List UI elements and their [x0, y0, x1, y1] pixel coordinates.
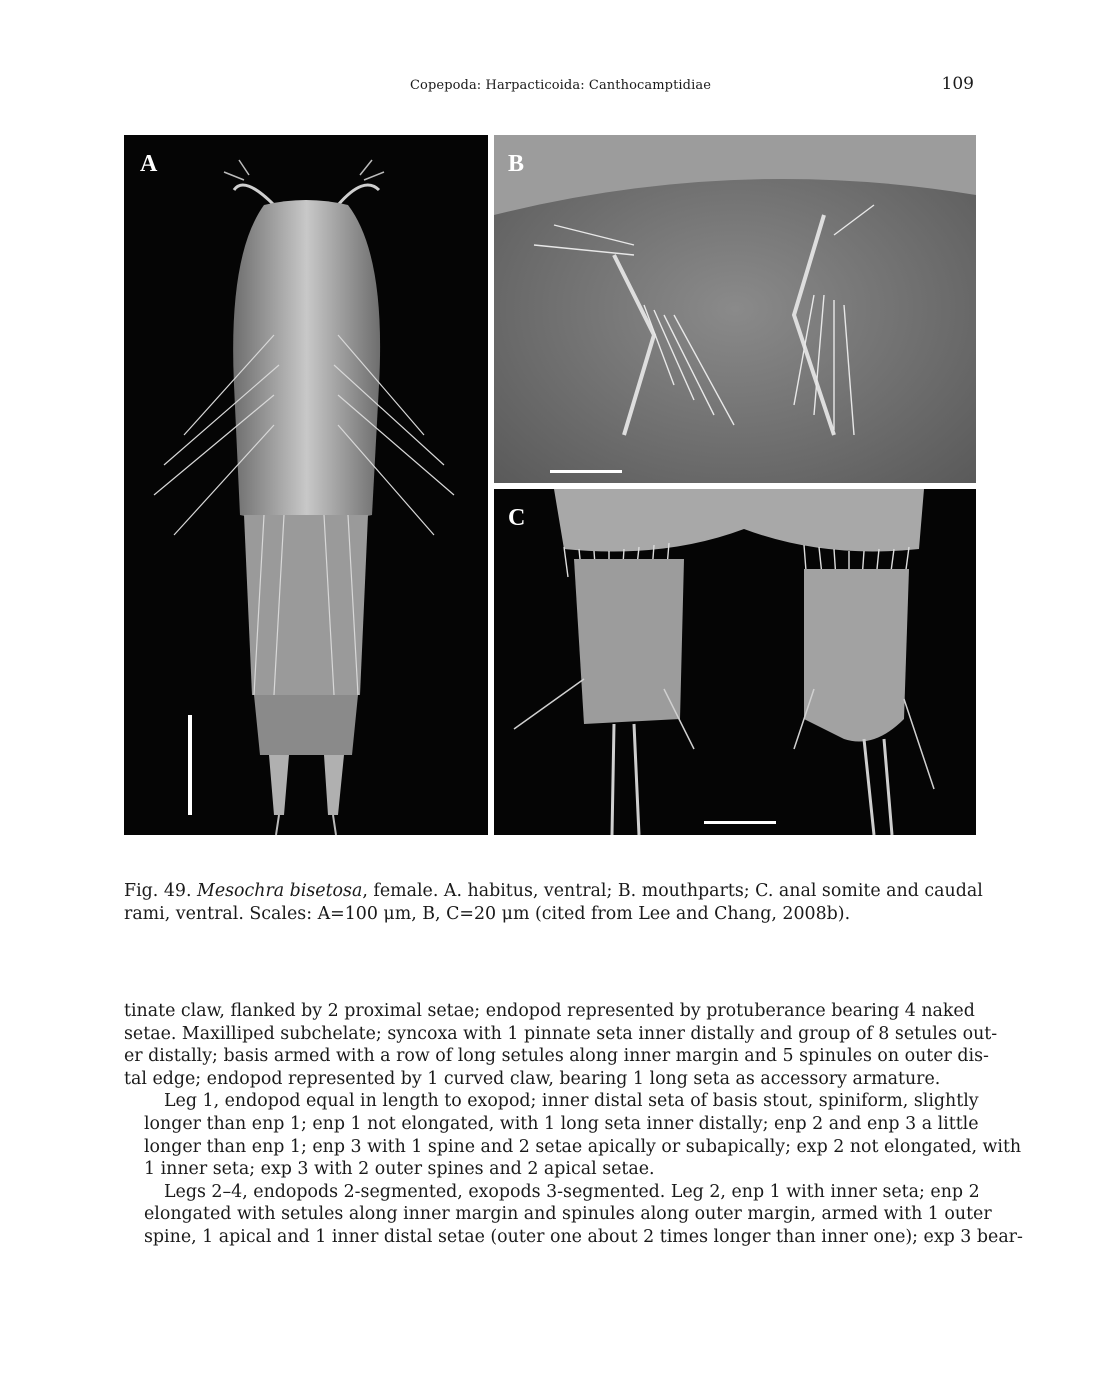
panel-c-caudal-rami-image — [494, 489, 976, 835]
panel-label-a: A — [140, 151, 158, 177]
panel-label-b: B — [508, 151, 525, 177]
figure-49 — [124, 135, 976, 835]
habitus-sem-image — [124, 135, 488, 835]
page-number: 109 — [941, 74, 974, 94]
scale-bar-c — [704, 821, 776, 824]
caption-fig-label: Fig. 49. — [124, 881, 192, 901]
text-line: setae. Maxilliped subchelate; syncoxa with 1 pinnate seta inner distally and group of 8 setules out- — [124, 1023, 998, 1044]
text-line: spine, 1 apical and 1 inner distal setae (outer one about 2 times longer than inner one); exp 3 bear- — [144, 1226, 1023, 1247]
text-line: elongated with setules along inner margin and spinules along outer margin, armed with 1 outer — [144, 1204, 992, 1225]
panel-a-habitus-image — [124, 135, 488, 835]
paragraph-2 — [124, 1090, 1022, 1180]
text-line: tal edge; endopod represented by 1 curved claw, bearing 1 long seta as accessory armature. — [124, 1068, 941, 1089]
paragraph-1 — [124, 1000, 998, 1090]
caudal-rami-sem-image — [494, 489, 976, 835]
text-line: er distally; basis armed with a row of long setules along inner margin and 5 spinules on outer dis- — [124, 1046, 989, 1067]
text-line: longer than enp 1; enp 3 with 1 spine and 2 setae apically or subapically; exp 2 not elongated, with — [144, 1136, 1022, 1157]
text-line: longer than enp 1; enp 1 not elongated, with 1 long seta inner distally; enp 2 and enp 3 a little — [144, 1113, 979, 1134]
scale-bar-b — [550, 470, 622, 473]
figure-caption — [124, 879, 983, 924]
scale-bar-a — [188, 715, 192, 815]
caption-line1: , female. A. habitus, ventral; B. mouthparts; C. anal somite and caudal — [362, 881, 983, 901]
caption-species: Mesochra bisetosa — [197, 881, 363, 901]
caption-line2: rami, ventral. Scales: A=100 μm, B, C=20 μm (cited from Lee and Chang, 2008b). — [124, 903, 851, 924]
text-line: tinate claw, flanked by 2 proximal setae; endopod represented by protuberance bearing 4 naked — [124, 1001, 975, 1021]
panel-b-mouthparts-image — [494, 135, 976, 483]
paragraph-3 — [124, 1181, 1023, 1249]
body-text — [124, 1000, 1023, 1249]
running-head: Copepoda: Harpacticoida: Canthocamptidiae — [410, 78, 711, 93]
panel-label-c: C — [508, 505, 526, 531]
text-line: Legs 2–4, endopods 2-segmented, exopods 3-segmented. Leg 2, enp 1 with inner seta; enp 2 — [164, 1181, 980, 1202]
text-line: 1 inner seta; exp 3 with 2 outer spines and 2 apical setae. — [144, 1159, 655, 1180]
mouthparts-sem-image — [494, 135, 976, 483]
text-line: Leg 1, endopod equal in length to exopod; inner distal seta of basis stout, spiniform, slightly — [164, 1091, 979, 1112]
